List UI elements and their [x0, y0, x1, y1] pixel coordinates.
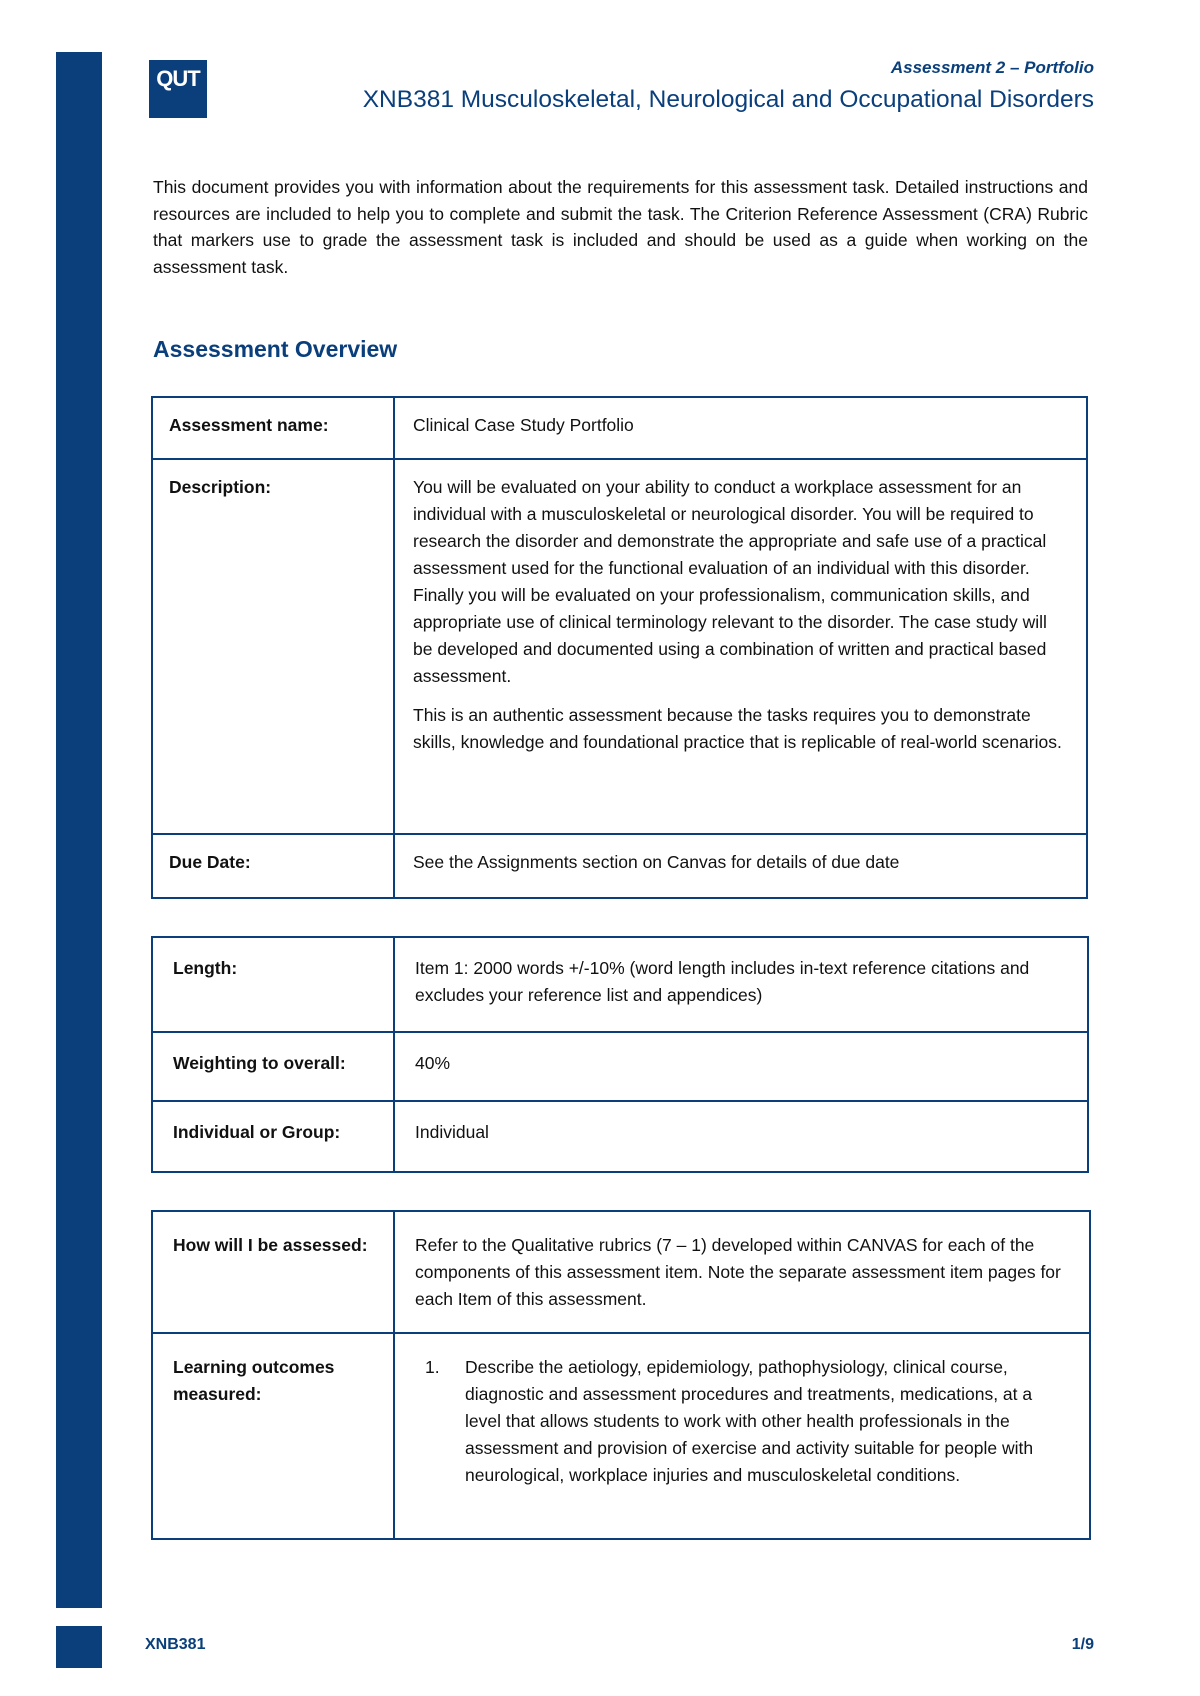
- weighting-label: Weighting to overall:: [153, 1033, 395, 1100]
- group-label: Individual or Group:: [153, 1102, 395, 1171]
- table-row: [153, 1033, 1087, 1102]
- logo-text: QUT: [156, 66, 200, 91]
- section-title: Assessment Overview: [153, 336, 398, 362]
- table-row: [153, 938, 1087, 1033]
- side-bar: [56, 52, 102, 1608]
- how-assessed-value: Refer to the Qualitative rubrics (7 – 1) developed within CANVAS for each of the components of this assessment item. Note the separate assessment item pages for each Item of this assessment.: [415, 1235, 1061, 1309]
- assessment-criteria-table: [151, 1210, 1091, 1540]
- footer-block: [56, 1626, 102, 1668]
- outcomes-list: [395, 1354, 1071, 1489]
- outcome-text: Describe the aetiology, epidemiology, pathophysiology, clinical course, diagnostic and assessment procedures and treatments, medications, at a level that allows students to work with other health professionals in the assessment and provision of exercise and activity suitable for people with neurological, workplace injuries and musculoskeletal conditions.: [465, 1357, 1034, 1485]
- due-date-label: Due Date:: [153, 835, 395, 897]
- outcome-number: 1.: [425, 1357, 440, 1377]
- group-value: Individual: [415, 1122, 489, 1142]
- table-row: [153, 460, 1086, 835]
- header-title: XNB381 Musculoskeletal, Neurological and Occupational Disorders: [362, 86, 1094, 113]
- due-date-value: See the Assignments section on Canvas for details of due date: [413, 852, 900, 872]
- description-label: Description:: [153, 460, 395, 833]
- intro-paragraph: This document provides you with information about the requirements for this assessment task. Detailed instructions and resources are included to help you to complete and submit the task. The Criterion Reference Assessment (CRA) Rubric that markers use to grade the assessment task is included and should be used as a guide when working on the assessment task.: [153, 177, 1088, 277]
- description-value: [395, 460, 1086, 833]
- footer-code: XNB381: [145, 1636, 206, 1653]
- description-paragraph: This is an authentic assessment because the tasks requires you to demonstrate skills, knowledge and foundational practice that is replicable of real-world scenarios.: [413, 705, 1062, 752]
- length-table: [151, 936, 1089, 1173]
- assessment-name-label: Assessment name:: [153, 398, 395, 458]
- table-row: [153, 1334, 1089, 1538]
- table-row: [153, 835, 1086, 897]
- table-row: [153, 398, 1086, 460]
- table-row: [153, 1102, 1087, 1171]
- header-subtitle: Assessment 2 – Portfolio: [890, 58, 1094, 77]
- learning-outcomes-label: Learning outcomes measured:: [153, 1334, 395, 1538]
- description-paragraph: You will be evaluated on your ability to conduct a workplace assessment for an individual with a musculoskeletal or neurological disorder. You will be required to research the disorder and demonstrate the appropriate and safe use of a practical assessment used for the functional evaluation of an individual with this disorder. Finally you will be evaluated on your professionalism, communication skills, and appropriate use of clinical terminology relevant to the disorder. The case study will be developed and documented using a combination of written and practical based assessment.: [413, 477, 1047, 686]
- learning-outcomes-value: [395, 1334, 1089, 1538]
- weighting-value: 40%: [415, 1053, 451, 1073]
- length-value: Item 1: 2000 words +/-10% (word length includes in-text reference citations and excludes your reference list and appendices): [415, 958, 1030, 1005]
- list-item: [395, 1354, 1071, 1489]
- how-assessed-label: How will I be assessed:: [153, 1212, 395, 1332]
- overview-table: [151, 396, 1088, 899]
- assessment-name-value: Clinical Case Study Portfolio: [413, 415, 634, 435]
- footer-page-number: 1/9: [1071, 1636, 1094, 1653]
- table-row: [153, 1212, 1089, 1334]
- qut-logo: [149, 60, 207, 118]
- length-label: Length:: [153, 938, 395, 1031]
